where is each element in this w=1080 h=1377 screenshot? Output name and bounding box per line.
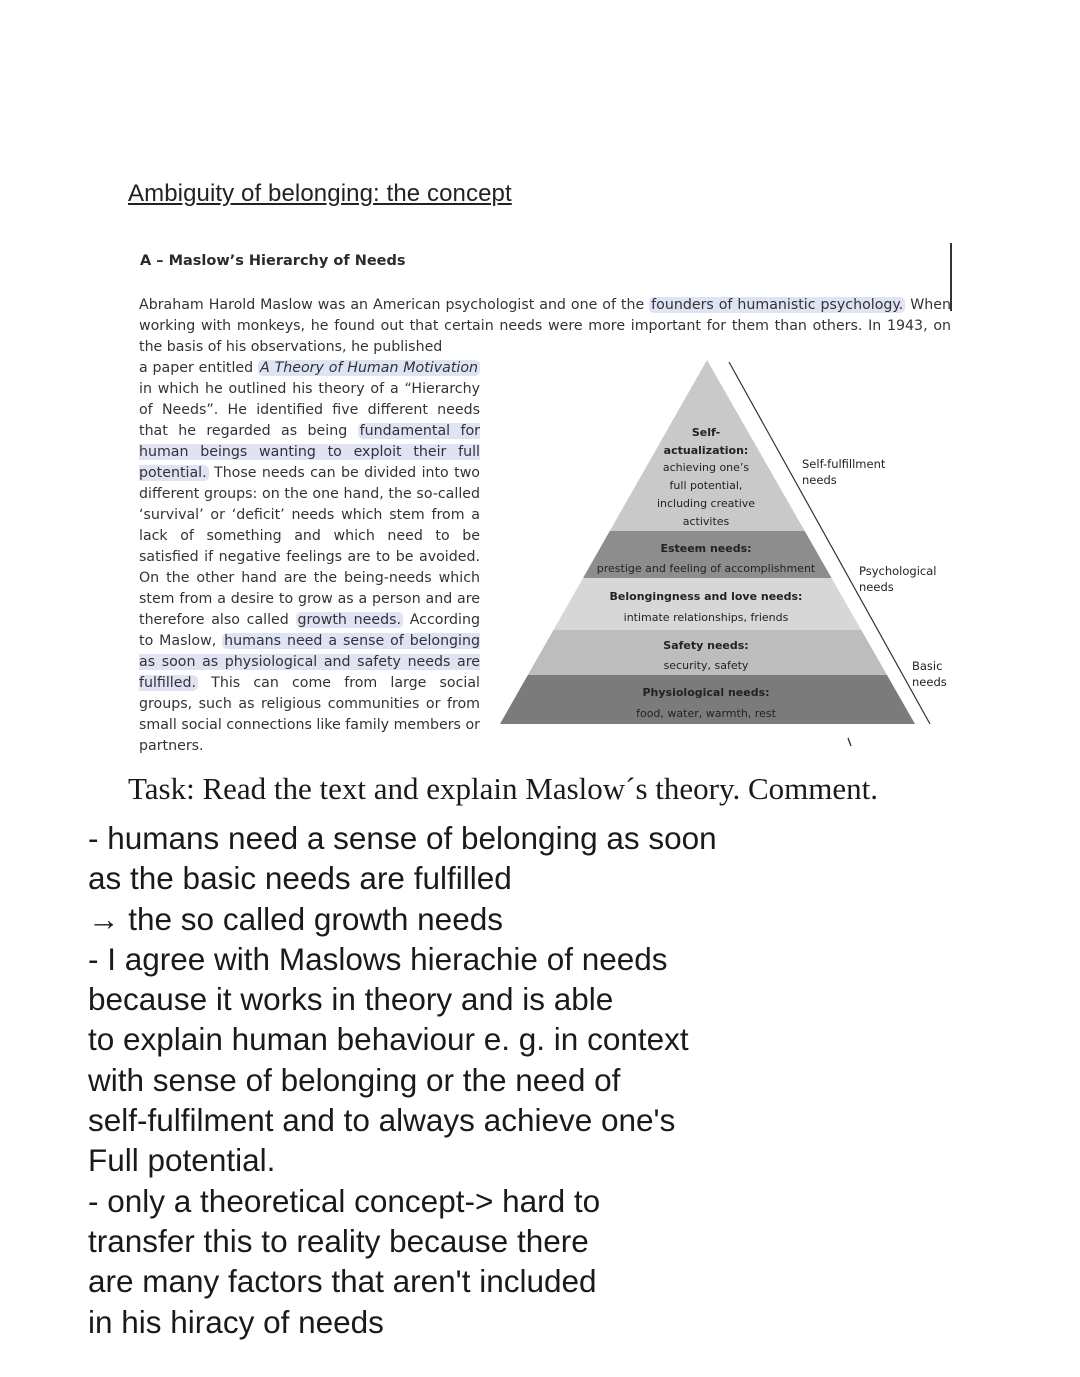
label-basic-2: needs xyxy=(912,675,947,689)
safety-title: Safety needs: xyxy=(663,639,749,652)
highlight-fundamental: fundamental for human beings wanting to exploit their full potential. xyxy=(139,423,480,481)
answer-line: are many factors that aren't included xyxy=(88,1263,597,1300)
body-text-3: Those needs can be divided into two different groups: on the one hand, the so-called ‘survival’ or ‘deficit’ needs which stem from a lack of something and which need to be satisfied if negative feelings are to be avoided. On the other hand are the being-needs which stem from a desire to grow as a person and are therefore also called xyxy=(139,465,480,628)
self-title-2: actualization: xyxy=(663,444,749,457)
paper-title-highlight: A Theory of Human Motivation xyxy=(260,360,478,376)
intro-text-2: When working with monkeys, he found out that certain needs were more important for them than others. In 1943, on the basis of his observations, he published xyxy=(139,297,951,355)
pen-mark xyxy=(848,738,851,746)
belonging-title: Belongingness and love needs: xyxy=(609,590,803,603)
answer-line: transfer this to reality because there xyxy=(88,1222,589,1259)
answer-line: - humans need a sense of belonging as soon xyxy=(88,820,717,856)
self-text-2: full potential, xyxy=(669,479,743,492)
label-basic-1: Basic xyxy=(912,659,943,673)
body-text-2: in which he outlined his theory of a “Hierarchy of Needs”. He identified five different needs that he regarded as being xyxy=(139,381,480,439)
document-title: Ambiguity of belonging: the concept xyxy=(128,180,512,207)
answer-line: - only a theoretical concept-> hard to xyxy=(88,1182,601,1219)
belonging-text: intimate relationships, friends xyxy=(623,611,789,624)
handwritten-answer xyxy=(88,818,808,1342)
esteem-title: Esteem needs: xyxy=(660,542,752,555)
self-text-4: activites xyxy=(682,515,730,528)
label-self-fulfillment-2: needs xyxy=(802,473,837,487)
self-text-3: including creative xyxy=(656,497,756,510)
physiological-text: food, water, warmth, rest xyxy=(636,707,776,720)
answer-line: because it works in theory and is able xyxy=(88,981,614,1018)
highlight-growth-needs: growth needs. xyxy=(297,612,401,628)
intro-text: Abraham Harold Maslow was an American psychologist and one of the xyxy=(139,297,650,313)
body-text-4: According to Maslow, xyxy=(139,612,480,649)
self-text-1: achieving one’s xyxy=(662,461,750,474)
label-psychological-1: Psychological xyxy=(859,564,937,578)
physiological-title: Physiological needs: xyxy=(642,686,770,699)
section-heading: A – Maslow’s Hierarchy of Needs xyxy=(140,253,406,269)
answer-line: to explain human behaviour e. g. in context xyxy=(88,1021,689,1058)
body-text-1: a paper entitled xyxy=(139,360,259,376)
answer-line: → the so called growth needs xyxy=(88,900,503,937)
answer-line: Full potential. xyxy=(88,1142,276,1179)
intro-highlight: founders of humanistic psychology. xyxy=(651,297,904,313)
answer-line: as the basic needs are fulfilled xyxy=(88,860,512,897)
task-instruction: Task: Read the text and explain Maslow´s theory. Comment. xyxy=(128,771,878,806)
self-title-1: Self- xyxy=(691,426,721,439)
label-self-fulfillment-1: Self-fulfillment xyxy=(802,457,886,471)
answer-line: in his hiracy of needs xyxy=(88,1303,384,1340)
esteem-text: prestige and feeling of accomplishment xyxy=(596,562,816,575)
safety-text: security, safety xyxy=(663,659,749,672)
label-psychological-2: needs xyxy=(859,580,894,594)
body-text-5: This can come from large social groups, such as religious communities or from small social connections like family members or partners. xyxy=(139,675,480,754)
answer-line: with sense of belonging or the need of xyxy=(88,1061,621,1098)
answer-line: self-fulfilment and to always achieve one's xyxy=(88,1102,676,1139)
answer-line: - I agree with Maslows hierachie of needs xyxy=(88,940,668,977)
highlight-belonging: humans need a sense of belonging as soon as physiological and safety needs are fulfilled. xyxy=(139,633,481,691)
